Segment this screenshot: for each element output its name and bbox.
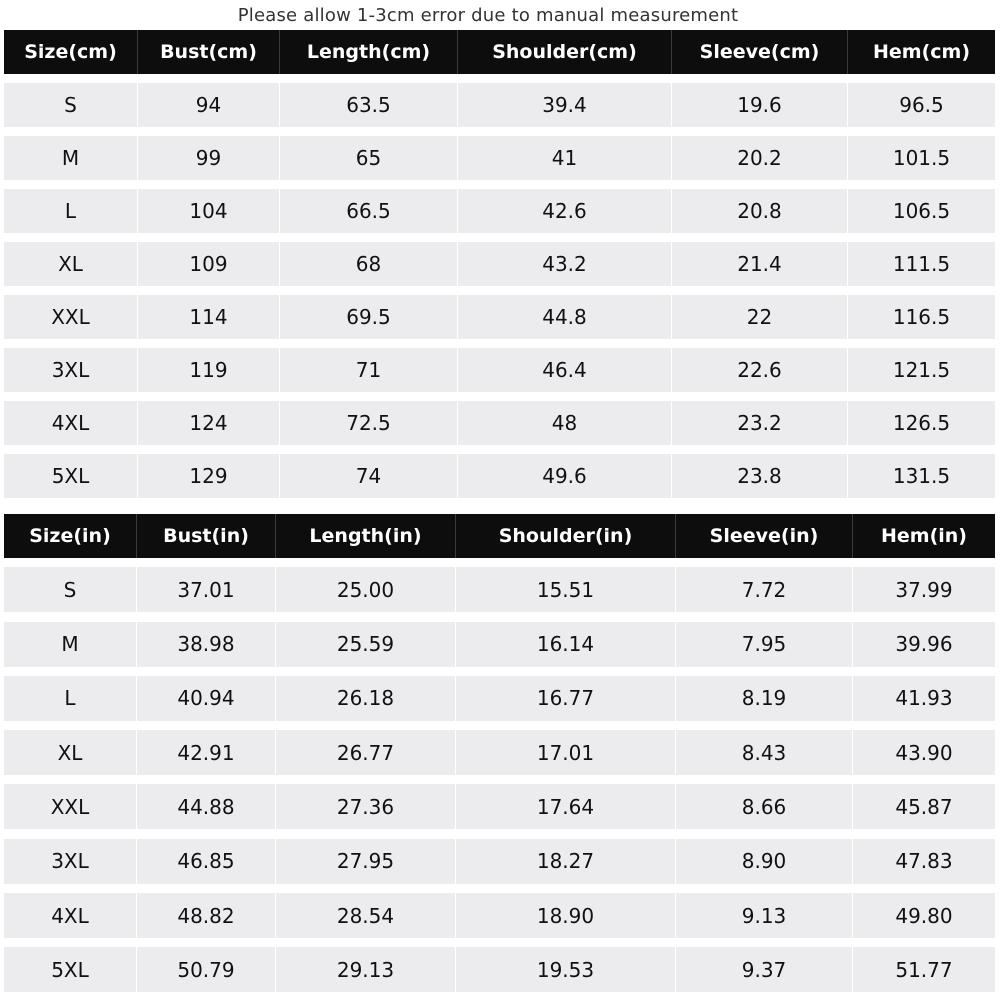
cell-bust: 38.98 bbox=[137, 622, 276, 667]
cell-length: 71 bbox=[280, 348, 458, 392]
cell-length: 65 bbox=[280, 136, 458, 180]
cell-bust: 40.94 bbox=[137, 676, 276, 721]
cell-bust: 109 bbox=[138, 242, 280, 286]
cell-bust: 48.82 bbox=[137, 893, 276, 938]
cell-hem: 51.77 bbox=[895, 957, 953, 982]
cell-bust: 37.01 bbox=[137, 567, 276, 612]
size-table-in bbox=[4, 514, 995, 992]
table-row bbox=[4, 401, 995, 445]
cell-size: 5XL bbox=[4, 947, 137, 992]
cell-size: L bbox=[4, 189, 138, 233]
cell-hem: 116.5 bbox=[892, 305, 951, 329]
cell-sleeve: 7.95 bbox=[676, 622, 853, 667]
cell-shoulder: 46.4 bbox=[458, 348, 672, 392]
header-size: Size(cm) bbox=[4, 30, 138, 74]
cell-shoulder: 18.27 bbox=[456, 839, 676, 884]
header-sleeve: Sleeve(cm) bbox=[672, 30, 848, 74]
table-row bbox=[4, 947, 995, 992]
cell-hem: 49.80 bbox=[895, 903, 953, 928]
cell-shoulder: 18.90 bbox=[456, 893, 676, 938]
cell-length: 28.54 bbox=[276, 893, 456, 938]
cell-length: 26.18 bbox=[276, 676, 456, 721]
cell-shoulder: 17.01 bbox=[456, 730, 676, 775]
cell-shoulder: 41 bbox=[458, 136, 672, 180]
cell-sleeve: 23.2 bbox=[672, 401, 848, 445]
cell-size: 4XL bbox=[4, 401, 138, 445]
table-body bbox=[4, 567, 995, 992]
cell-shoulder: 43.2 bbox=[458, 242, 672, 286]
cell-size: L bbox=[4, 676, 137, 721]
cell-sleeve: 21.4 bbox=[672, 242, 848, 286]
header-size: Size(in) bbox=[4, 514, 137, 558]
cell-sleeve: 8.43 bbox=[676, 730, 853, 775]
cell-length: 29.13 bbox=[276, 947, 456, 992]
table-row bbox=[4, 893, 995, 938]
cell-hem: 47.83 bbox=[895, 849, 953, 874]
table-row bbox=[4, 295, 995, 339]
cell-shoulder: 15.51 bbox=[456, 567, 676, 612]
cell-size: S bbox=[4, 567, 137, 612]
cell-shoulder: 17.64 bbox=[456, 784, 676, 829]
cell-bust: 42.91 bbox=[137, 730, 276, 775]
cell-bust: 104 bbox=[138, 189, 280, 233]
cell-hem: 126.5 bbox=[892, 411, 951, 435]
cell-size: XXL bbox=[4, 295, 138, 339]
cell-bust: 50.79 bbox=[137, 947, 276, 992]
cell-size: XL bbox=[4, 730, 137, 775]
table-body bbox=[4, 83, 995, 498]
cell-bust: 119 bbox=[138, 348, 280, 392]
cell-sleeve: 8.19 bbox=[676, 676, 853, 721]
cell-size: M bbox=[4, 136, 138, 180]
cell-bust: 99 bbox=[138, 136, 280, 180]
cell-size: M bbox=[4, 622, 137, 667]
cell-sleeve: 9.13 bbox=[676, 893, 853, 938]
cell-length: 74 bbox=[280, 454, 458, 498]
table-row bbox=[4, 567, 995, 612]
cell-shoulder: 48 bbox=[458, 401, 672, 445]
header-length: Length(in) bbox=[276, 514, 456, 558]
cell-sleeve: 8.90 bbox=[676, 839, 853, 884]
cell-shoulder: 39.4 bbox=[458, 83, 672, 127]
cell-length: 25.59 bbox=[276, 622, 456, 667]
header-shoulder: Shoulder(cm) bbox=[458, 30, 672, 74]
header-sleeve: Sleeve(in) bbox=[676, 514, 853, 558]
table-row bbox=[4, 784, 995, 829]
table-header-row bbox=[4, 514, 995, 558]
cell-shoulder: 49.6 bbox=[458, 454, 672, 498]
cell-sleeve: 20.8 bbox=[672, 189, 848, 233]
cell-shoulder: 44.8 bbox=[458, 295, 672, 339]
cell-length: 69.5 bbox=[280, 295, 458, 339]
cell-shoulder: 16.77 bbox=[456, 676, 676, 721]
cell-bust: 46.85 bbox=[137, 839, 276, 884]
cell-length: 68 bbox=[280, 242, 458, 286]
cell-length: 66.5 bbox=[280, 189, 458, 233]
header-bust: Bust(in) bbox=[137, 514, 276, 558]
cell-hem: 121.5 bbox=[892, 358, 951, 382]
measurement-note: Please allow 1-3cm error due to manual measurement bbox=[237, 5, 739, 26]
cell-shoulder: 16.14 bbox=[456, 622, 676, 667]
table-row bbox=[4, 676, 995, 721]
cell-sleeve: 9.37 bbox=[676, 947, 853, 992]
cell-sleeve: 8.66 bbox=[676, 784, 853, 829]
header-shoulder: Shoulder(in) bbox=[456, 514, 676, 558]
cell-size: XXL bbox=[4, 784, 137, 829]
header-hem: Hem(cm) bbox=[872, 41, 970, 63]
cell-length: 27.95 bbox=[276, 839, 456, 884]
cell-hem: 39.96 bbox=[895, 632, 953, 657]
cell-shoulder: 42.6 bbox=[458, 189, 672, 233]
cell-size: 3XL bbox=[4, 839, 137, 884]
cell-hem: 106.5 bbox=[892, 199, 951, 223]
cell-size: 4XL bbox=[4, 893, 137, 938]
cell-length: 63.5 bbox=[280, 83, 458, 127]
cell-size: XL bbox=[4, 242, 138, 286]
cell-hem: 41.93 bbox=[895, 686, 953, 711]
cell-length: 25.00 bbox=[276, 567, 456, 612]
cell-size: 5XL bbox=[4, 454, 138, 498]
cell-hem: 37.99 bbox=[895, 577, 953, 602]
header-length: Length(cm) bbox=[280, 30, 458, 74]
cell-sleeve: 20.2 bbox=[672, 136, 848, 180]
table-row bbox=[4, 136, 995, 180]
header-bust: Bust(cm) bbox=[138, 30, 280, 74]
cell-size: 3XL bbox=[4, 348, 138, 392]
cell-hem: 96.5 bbox=[899, 93, 944, 117]
cell-sleeve: 22.6 bbox=[672, 348, 848, 392]
cell-length: 27.36 bbox=[276, 784, 456, 829]
cell-hem: 45.87 bbox=[895, 794, 953, 819]
cell-shoulder: 19.53 bbox=[456, 947, 676, 992]
cell-bust: 114 bbox=[138, 295, 280, 339]
cell-hem: 131.5 bbox=[892, 464, 951, 488]
cell-bust: 124 bbox=[138, 401, 280, 445]
table-row bbox=[4, 242, 995, 286]
table-row bbox=[4, 189, 995, 233]
cell-hem: 101.5 bbox=[892, 146, 951, 170]
cell-bust: 44.88 bbox=[137, 784, 276, 829]
cell-bust: 129 bbox=[138, 454, 280, 498]
table-header-row bbox=[4, 30, 995, 74]
table-row bbox=[4, 622, 995, 667]
cell-sleeve: 19.6 bbox=[672, 83, 848, 127]
size-table-cm bbox=[4, 30, 995, 498]
cell-length: 72.5 bbox=[280, 401, 458, 445]
header-hem: Hem(in) bbox=[881, 525, 967, 547]
cell-size: S bbox=[4, 83, 138, 127]
table-row bbox=[4, 348, 995, 392]
table-row bbox=[4, 730, 995, 775]
table-row bbox=[4, 454, 995, 498]
cell-sleeve: 7.72 bbox=[676, 567, 853, 612]
cell-length: 26.77 bbox=[276, 730, 456, 775]
cell-hem: 43.90 bbox=[895, 740, 953, 765]
table-row bbox=[4, 839, 995, 884]
cell-sleeve: 23.8 bbox=[672, 454, 848, 498]
table-row bbox=[4, 83, 995, 127]
cell-sleeve: 22 bbox=[672, 295, 848, 339]
cell-hem: 111.5 bbox=[892, 252, 951, 276]
cell-bust: 94 bbox=[138, 83, 280, 127]
